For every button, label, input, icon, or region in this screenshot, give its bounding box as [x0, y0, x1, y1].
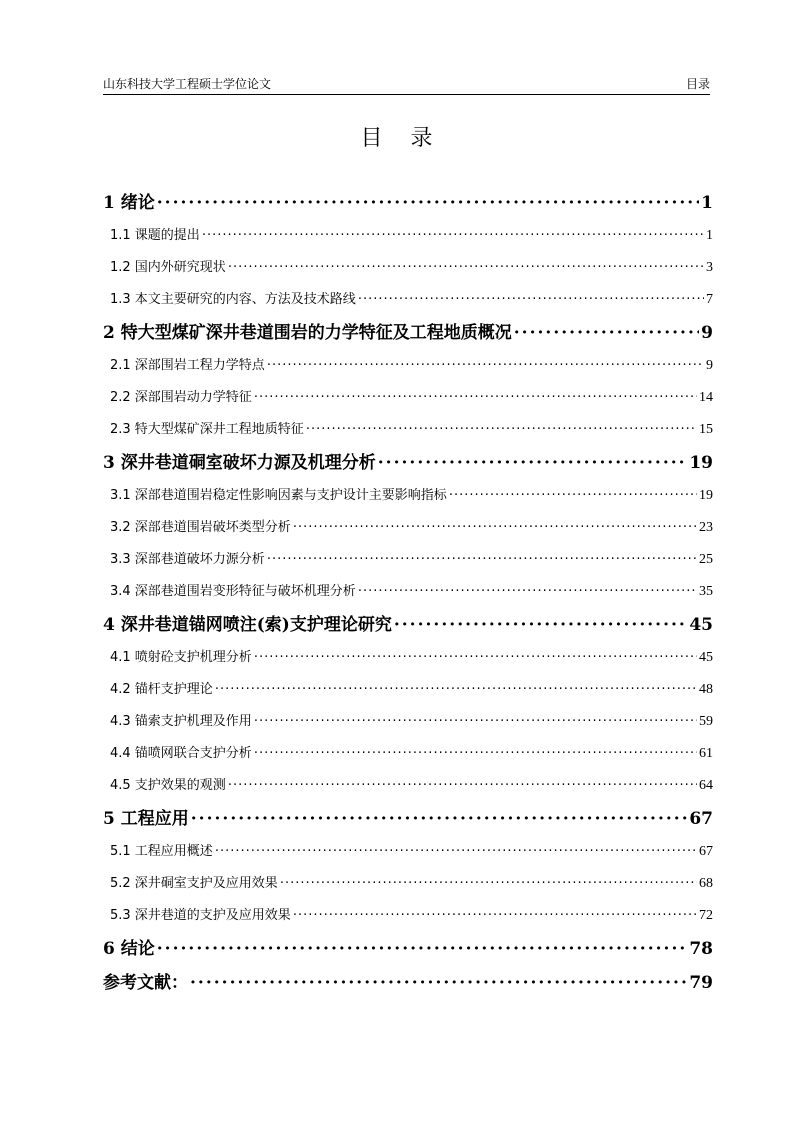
toc-section-entry[interactable] — [103, 674, 713, 706]
toc-section-entry[interactable] — [103, 770, 713, 802]
toc-dot-leader — [157, 932, 688, 966]
toc-page-number: 19 — [699, 488, 713, 503]
toc-entry-label: 2.2 深部围岩动力学特征 — [110, 390, 252, 405]
toc-chapter-entry[interactable] — [103, 446, 713, 480]
toc-entry-label: 4.1 喷射砼支护机理分析 — [110, 650, 252, 665]
toc-entry-label: 5 工程应用 — [103, 809, 189, 829]
toc-dot-leader — [215, 836, 697, 868]
toc-section-entry[interactable] — [103, 220, 713, 252]
toc-page-number: 1 — [706, 228, 713, 243]
toc-dot-leader — [394, 608, 687, 642]
running-header — [103, 76, 710, 95]
toc-page-number: 9 — [701, 323, 713, 343]
toc-page-number: 7 — [706, 292, 713, 307]
toc-section-entry[interactable] — [103, 576, 713, 608]
toc-chapter-entry[interactable] — [103, 966, 713, 1000]
toc-dot-leader — [191, 802, 688, 836]
toc-dot-leader — [254, 706, 697, 738]
toc-page-number: 9 — [706, 358, 713, 373]
toc-section-entry[interactable] — [103, 900, 713, 932]
toc-dot-leader — [267, 350, 704, 382]
toc-page-number: 25 — [699, 552, 713, 567]
toc-section-entry[interactable] — [103, 414, 713, 446]
toc-page-number: 72 — [699, 908, 713, 923]
toc-entry-label: 2 特大型煤矿深井巷道围岩的力学特征及工程地质概况 — [103, 323, 512, 343]
toc-dot-leader — [306, 414, 697, 446]
toc-entry-label: 3.3 深部巷道破坏力源分析 — [110, 552, 265, 567]
toc-dot-leader — [293, 512, 697, 544]
toc-entry-label: 参考文献： — [103, 973, 188, 993]
toc-page-number: 45 — [689, 615, 713, 635]
toc-page-number: 19 — [689, 453, 713, 473]
toc-entry-label: 4.2 锚杆支护理论 — [110, 682, 213, 697]
toc-page-number: 67 — [689, 809, 713, 829]
toc-entry-label: 2.1 深部围岩工程力学特点 — [110, 358, 265, 373]
toc-section-entry[interactable] — [103, 512, 713, 544]
toc-dot-leader — [228, 252, 704, 284]
header-thesis-title: 山东科技大学工程硕士学位论文 — [103, 77, 272, 91]
toc-entry-label: 4.4 锚喷网联合支护分析 — [110, 746, 252, 761]
toc-section-entry[interactable] — [103, 642, 713, 674]
toc-section-entry[interactable] — [103, 350, 713, 382]
toc-page-number: 45 — [699, 650, 713, 665]
toc-dot-leader — [254, 382, 697, 414]
toc-dot-leader — [378, 446, 688, 480]
table-of-contents — [103, 186, 713, 1000]
toc-dot-leader — [254, 642, 697, 674]
toc-dot-leader — [293, 900, 697, 932]
toc-dot-leader — [202, 220, 704, 252]
toc-entry-label: 3 深井巷道硐室破坏力源及机理分析 — [103, 453, 376, 473]
toc-entry-label: 2.3 特大型煤矿深井工程地质特征 — [110, 422, 304, 437]
toc-chapter-entry[interactable] — [103, 186, 713, 220]
toc-entry-label: 4.5 支护效果的观测 — [110, 778, 226, 793]
toc-dot-leader — [228, 770, 697, 802]
header-section-name: 目录 — [685, 77, 710, 91]
toc-entry-label: 5.3 深井巷道的支护及应用效果 — [110, 908, 291, 923]
toc-page-number: 78 — [689, 939, 713, 959]
toc-dot-leader — [267, 544, 697, 576]
page-title: 目录 — [360, 126, 461, 151]
toc-section-entry[interactable] — [103, 868, 713, 900]
toc-dot-leader — [358, 576, 697, 608]
toc-dot-leader — [358, 284, 704, 316]
toc-page-number: 35 — [699, 584, 713, 599]
toc-entry-label: 6 结论 — [103, 939, 155, 959]
toc-page-number: 3 — [706, 260, 713, 275]
toc-page-number: 79 — [689, 973, 713, 993]
toc-dot-leader — [280, 868, 697, 900]
toc-dot-leader — [254, 738, 697, 770]
toc-page-number: 61 — [699, 746, 713, 761]
toc-section-entry[interactable] — [103, 284, 713, 316]
toc-section-entry[interactable] — [103, 836, 713, 868]
toc-section-entry[interactable] — [103, 706, 713, 738]
toc-page-number: 59 — [699, 714, 713, 729]
toc-section-entry[interactable] — [103, 738, 713, 770]
toc-page-number: 67 — [699, 844, 713, 859]
toc-page-number: 68 — [699, 876, 713, 891]
toc-chapter-entry[interactable] — [103, 316, 713, 350]
toc-dot-leader — [449, 480, 697, 512]
toc-chapter-entry[interactable] — [103, 802, 713, 836]
toc-chapter-entry[interactable] — [103, 932, 713, 966]
toc-entry-label: 1.1 课题的提出 — [110, 228, 200, 243]
toc-chapter-entry[interactable] — [103, 608, 713, 642]
toc-section-entry[interactable] — [103, 480, 713, 512]
toc-entry-label: 3.4 深部巷道围岩变形特征与破坏机理分析 — [110, 584, 356, 599]
toc-page-number: 23 — [699, 520, 713, 535]
toc-page-number: 14 — [699, 390, 713, 405]
toc-page-number: 48 — [699, 682, 713, 697]
toc-page-number: 15 — [699, 422, 713, 437]
toc-page-number: 1 — [701, 193, 713, 213]
toc-entry-label: 4 深井巷道锚网喷注(索)支护理论研究 — [103, 615, 392, 635]
toc-entry-label: 5.2 深井硐室支护及应用效果 — [110, 876, 278, 891]
toc-section-entry[interactable] — [103, 544, 713, 576]
toc-entry-label: 3.1 深部巷道围岩稳定性影响因素与支护设计主要影响指标 — [110, 488, 447, 503]
toc-entry-label: 1.3 本文主要研究的内容、方法及技术路线 — [110, 292, 356, 307]
toc-entry-label: 4.3 锚索支护机理及作用 — [110, 714, 252, 729]
toc-section-entry[interactable] — [103, 382, 713, 414]
toc-entry-label: 3.2 深部巷道围岩破坏类型分析 — [110, 520, 291, 535]
toc-dot-leader — [215, 674, 697, 706]
toc-entry-label: 1.2 国内外研究现状 — [110, 260, 226, 275]
toc-dot-leader — [190, 966, 687, 1000]
toc-dot-leader — [157, 186, 699, 220]
toc-section-entry[interactable] — [103, 252, 713, 284]
toc-entry-label: 1 绪论 — [103, 193, 155, 213]
toc-dot-leader — [514, 316, 699, 350]
toc-entry-label: 5.1 工程应用概述 — [110, 844, 213, 859]
toc-page-number: 64 — [699, 778, 713, 793]
